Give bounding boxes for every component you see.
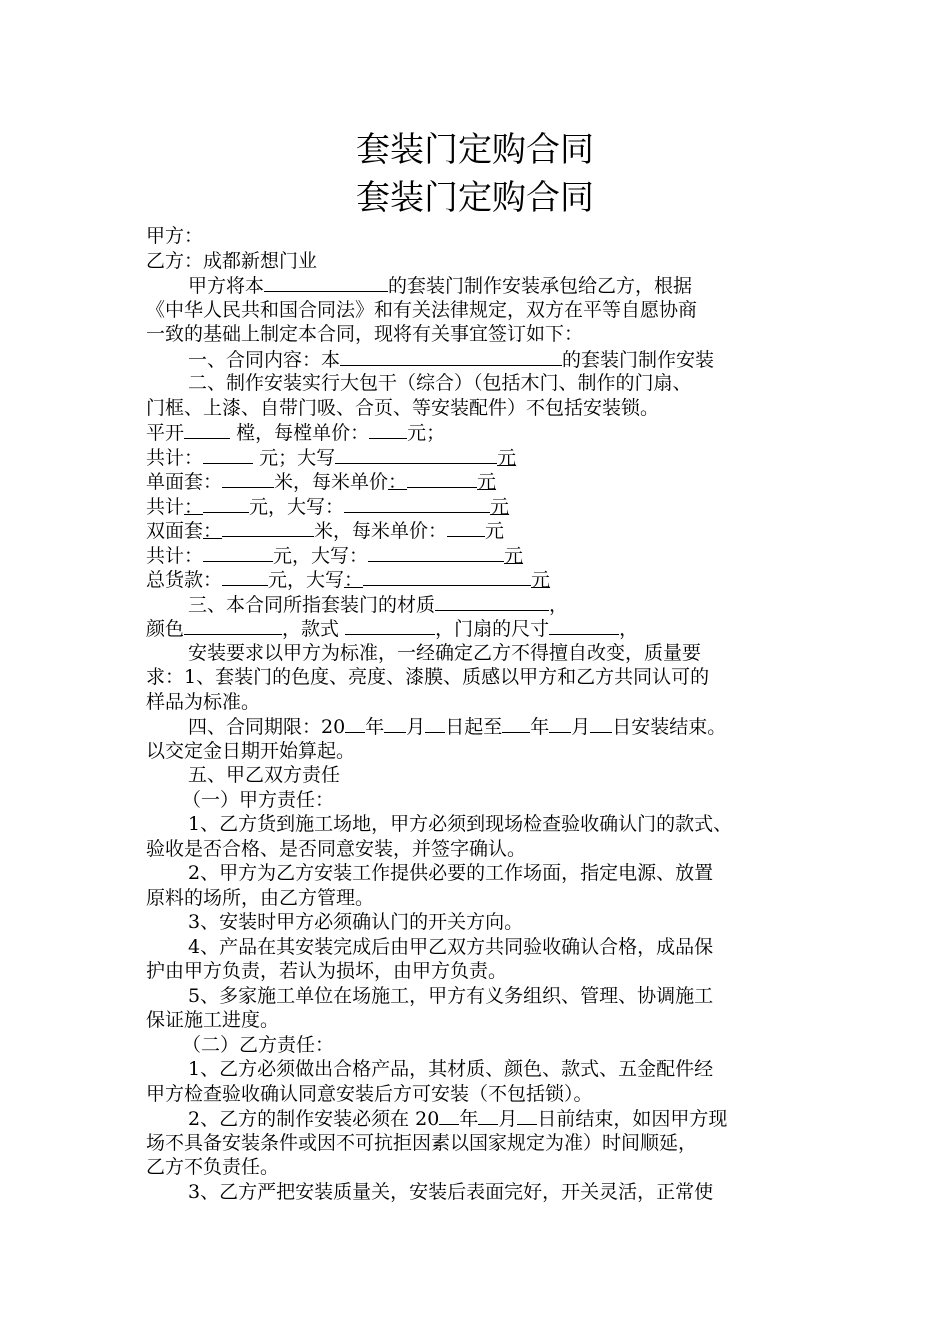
party-a-line: 甲方： bbox=[146, 225, 204, 247]
blank-field[interactable] bbox=[184, 616, 282, 635]
blank-field[interactable] bbox=[345, 616, 435, 635]
duty-item-cont: 甲方检查验收确认同意安装后方可安装（不包括锁）。 bbox=[146, 1082, 593, 1105]
party-b-line: 乙方：成都新想门业 bbox=[146, 249, 318, 272]
party-a-duties-heading: （一）甲方责任： bbox=[182, 788, 335, 811]
quality-line: 安装要求以甲方为标准，一经确定乙方不得擅自改变，质量要 bbox=[188, 641, 702, 664]
blank-field[interactable] bbox=[439, 1106, 459, 1125]
blank-field[interactable] bbox=[203, 494, 249, 513]
blank-field[interactable] bbox=[517, 1106, 537, 1125]
quality-line: 样品为标准。 bbox=[146, 690, 261, 713]
blank-field[interactable] bbox=[340, 347, 562, 366]
blank-field[interactable] bbox=[203, 543, 273, 562]
clause-3-cont: 颜色 ，款式 ，门扇的尺寸 ， bbox=[146, 618, 639, 640]
blank-field[interactable] bbox=[345, 714, 365, 733]
blank-field[interactable] bbox=[502, 714, 530, 733]
blank-field[interactable] bbox=[264, 273, 388, 292]
clause-4: 四、合同期限：20 年 月 日起至 年 月 日安装结束。 bbox=[188, 716, 727, 738]
duty-item: 3、乙方严把安装质量关，安装后表面完好，开关灵活，正常使 bbox=[188, 1180, 714, 1203]
duty-item-cont: 保证施工进度。 bbox=[146, 1009, 280, 1031]
quality-line: 求：1、套装门的色度、亮度、漆膜、质感以甲方和乙方共同认可的 bbox=[146, 666, 710, 688]
blank-field[interactable] bbox=[590, 714, 612, 733]
blank-field[interactable] bbox=[335, 445, 497, 464]
duty-item: 1、乙方货到施工场地，甲方必须到现场检查验收确认门的款式、 bbox=[188, 813, 733, 835]
total-line: 共计： 元，大写： 元 bbox=[146, 495, 510, 518]
blank-field[interactable] bbox=[222, 469, 274, 488]
total-line: 共计： 元；大写 元 bbox=[146, 446, 517, 469]
blank-field[interactable] bbox=[425, 714, 445, 733]
clause-1: 一、合同内容：本 的套装门制作安装 bbox=[188, 348, 715, 371]
duty-item-cont: 原料的场所，由乙方管理。 bbox=[146, 886, 375, 909]
clause-4-cont: 以交定金日期开始算起。 bbox=[146, 739, 356, 762]
blank-field[interactable] bbox=[478, 1106, 498, 1125]
swing-door-line: 平开 樘，每樘单价： 元； bbox=[146, 422, 446, 444]
blank-field[interactable] bbox=[384, 714, 406, 733]
duty-item: 1、乙方必须做出合格产品，其材质、颜色、款式、五金配件经 bbox=[188, 1058, 714, 1080]
blank-field[interactable] bbox=[549, 714, 571, 733]
blank-field[interactable] bbox=[369, 420, 407, 439]
document-title-repeat: 套装门定购合同 bbox=[356, 178, 594, 218]
duty-item: 5、多家施工单位在场施工，甲方有义务组织、管理、协调施工 bbox=[188, 984, 714, 1007]
clause-3: 三、本合同所指套装门的材质 ， bbox=[188, 593, 569, 616]
duty-item-cont: 场不具备安装条件或因不可抗拒因素以国家规定为准）时间顺延， bbox=[146, 1131, 698, 1154]
blank-field[interactable] bbox=[407, 469, 477, 488]
single-frame-line: 单面套： 米，每米单价： 元 bbox=[146, 471, 497, 493]
clause-2: 二、制作安装实行大包干（综合）（包括木门、制作的门扇、 bbox=[188, 372, 692, 394]
duty-item: 2、甲方为乙方安装工作提供必要的工作场面，指定电源、放置 bbox=[188, 862, 714, 884]
document-title: 套装门定购合同 bbox=[356, 130, 594, 170]
total-payment-line: 总货款： 元，大写： 元 bbox=[146, 569, 551, 591]
duty-item-cont: 乙方不负责任。 bbox=[146, 1156, 280, 1178]
duty-item-cont: 护由甲方负责，若认为损坏，由甲方负责。 bbox=[146, 960, 508, 982]
duty-item-cont: 验收是否合格、是否同意安装，并签字确认。 bbox=[146, 837, 527, 860]
blank-field[interactable] bbox=[549, 616, 619, 635]
duty-item: 3、安装时甲方必须确认门的开关方向。 bbox=[188, 911, 524, 933]
duty-item: 2、乙方的制作安装必须在 20 年 月 日前结束，如因甲方现 bbox=[188, 1108, 728, 1130]
clause-5: 五、甲乙双方责任 bbox=[188, 764, 341, 786]
double-frame-line: 双面套： 米，每米单价： 元 bbox=[146, 520, 505, 542]
blank-field[interactable] bbox=[222, 518, 314, 537]
blank-field[interactable] bbox=[447, 518, 485, 537]
blank-field[interactable] bbox=[368, 543, 504, 562]
blank-field[interactable] bbox=[222, 567, 268, 586]
preamble-line: 甲方将本 的套装门制作安装承包给乙方，根据 bbox=[188, 275, 693, 297]
blank-field[interactable] bbox=[344, 494, 490, 513]
blank-field[interactable] bbox=[184, 420, 230, 439]
blank-field[interactable] bbox=[203, 445, 253, 464]
party-b-duties-heading: （二）乙方责任： bbox=[182, 1033, 335, 1056]
preamble-line: 一致的基础上制定本合同，现将有关事宜签订如下： bbox=[146, 323, 584, 345]
blank-field[interactable] bbox=[435, 592, 549, 611]
preamble-line: 《中华人民共和国合同法》和有关法律规定，双方在平等自愿协商 bbox=[146, 298, 698, 321]
total-line: 共计： 元，大写： 元 bbox=[146, 544, 524, 567]
clause-2-cont: 门框、上漆、自带门吸、合页、等安装配件）不包括安装锁。 bbox=[146, 396, 660, 419]
duty-item: 4、产品在其安装完成后由甲乙双方共同验收确认合格，成品保 bbox=[188, 935, 714, 958]
blank-field[interactable] bbox=[363, 567, 531, 586]
contract-body bbox=[146, 224, 816, 1204]
